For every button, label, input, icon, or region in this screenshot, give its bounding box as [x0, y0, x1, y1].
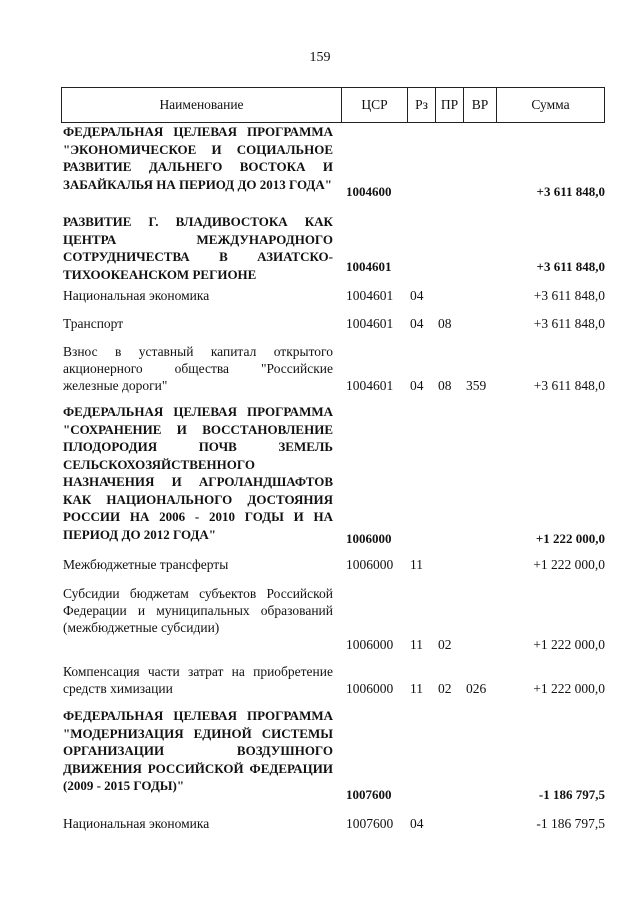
table-row: [61, 315, 605, 332]
row-rz: 11: [410, 557, 423, 572]
row-rz: 04: [410, 816, 424, 831]
row-csr: 1006000: [346, 637, 394, 652]
row-rz: 11: [410, 637, 423, 652]
header-pr: ПР: [435, 88, 463, 122]
row-pr: 02: [438, 637, 452, 652]
row-name: Транспорт: [63, 316, 124, 331]
table-row: [61, 343, 605, 394]
row-csr: 1007600: [346, 787, 392, 802]
table-row: [61, 815, 605, 832]
header-csr: ЦСР: [341, 88, 407, 122]
row-csr: 1004600: [346, 184, 392, 199]
row-csr: 1004601: [346, 259, 392, 274]
row-csr: 1004601: [346, 378, 394, 393]
row-sum: +3 611 848,0: [533, 378, 605, 393]
row-name: ФЕДЕРАЛЬНАЯ ЦЕЛЕВАЯ ПРОГРАММА "ЭКОНОМИЧЕСКОЕ И СОЦИАЛЬНОЕ РАЗВИТИЕ ДАЛЬНЕГО ВОСТОКА И ЗАБАЙКАЛЬЯ НА ПЕРИОД ДО 2013 ГОДА": [63, 124, 333, 192]
row-name: Субсидии бюджетам субъектов Российской Федерации и муниципальных образований (межбюджетные субсидии): [63, 586, 333, 635]
table-row: [61, 213, 605, 282]
row-rz: 04: [410, 288, 424, 303]
row-sum: +3 611 848,0: [536, 259, 605, 274]
row-sum: -1 186 797,5: [536, 816, 605, 831]
row-sum: +1 222 000,0: [533, 557, 605, 572]
table-row: [61, 707, 605, 803]
row-sum: +3 611 848,0: [533, 316, 605, 331]
row-sum: -1 186 797,5: [538, 787, 605, 802]
header-rz: Рз: [407, 88, 435, 122]
row-csr: 1006000: [346, 557, 394, 572]
row-name: Национальная экономика: [63, 288, 210, 303]
row-sum: +3 611 848,0: [536, 184, 605, 199]
row-csr: 1006000: [346, 681, 394, 696]
row-sum: +1 222 000,0: [533, 681, 605, 696]
table-row: [61, 663, 605, 697]
row-csr: 1007600: [346, 816, 394, 831]
row-pr: 02: [438, 681, 452, 696]
row-pr: 08: [438, 316, 452, 331]
row-csr: 1006000: [346, 531, 392, 546]
table-row: [61, 123, 605, 200]
table-row: [61, 585, 605, 653]
row-name: Межбюджетные трансферты: [63, 557, 229, 572]
table-row: [61, 556, 605, 573]
row-sum: +1 222 000,0: [535, 531, 605, 546]
header-vr: ВР: [463, 88, 496, 122]
row-vr: 359: [466, 378, 487, 393]
row-name: ФЕДЕРАЛЬНАЯ ЦЕЛЕВАЯ ПРОГРАММА "СОХРАНЕНИЕ И ВОССТАНОВЛЕНИЕ ПЛОДОРОДИЯ ПОЧВ ЗЕМЕЛЬ СЕЛЬСКОХОЗЯЙСТВЕННОГО НАЗНАЧЕНИЯ И АГРОЛАНДШАФТОВ КАК НАЦИОНАЛЬНОГО ДОСТОЯНИЯ РОССИИ НА 2006 - 2010 ГОДЫ И НА ПЕРИОД ДО 2012 ГОДА": [63, 404, 333, 542]
header-name: Наименование: [159, 97, 244, 112]
row-name: ФЕДЕРАЛЬНАЯ ЦЕЛЕВАЯ ПРОГРАММА "МОДЕРНИЗАЦИЯ ЕДИНОЙ СИСТЕМЫ ОРГАНИЗАЦИИ ВОЗДУШНОГО ДВИЖЕНИЯ РОССИЙСКОЙ ФЕДЕРАЦИИ (2009 - 2015 ГОДЫ)": [63, 708, 333, 793]
header-sum: Сумма: [496, 88, 604, 122]
page-number: 159: [309, 50, 331, 65]
row-name: Взнос в уставный капитал открытого акционерного общества "Российские железные дороги": [63, 344, 333, 393]
row-sum: +3 611 848,0: [533, 288, 605, 303]
row-name: Компенсация части затрат на приобретение средств химизации: [63, 664, 333, 696]
row-name: РАЗВИТИЕ Г. ВЛАДИВОСТОКА КАК ЦЕНТРА МЕЖДУНАРОДНОГО СОТРУДНИЧЕСТВА В АЗИАТСКО-ТИХООКЕАНСКОМ РЕГИОНЕ: [63, 214, 333, 282]
table-row: [61, 287, 605, 304]
row-pr: 08: [438, 378, 452, 393]
table-row: [61, 403, 605, 547]
row-sum: +1 222 000,0: [533, 637, 605, 652]
row-csr: 1004601: [346, 316, 394, 331]
row-name: Национальная экономика: [63, 816, 210, 831]
row-rz: 04: [410, 316, 424, 331]
table-header: [61, 87, 605, 123]
row-rz: 11: [410, 681, 423, 696]
row-rz: 04: [410, 378, 424, 393]
row-vr: 026: [466, 681, 487, 696]
row-csr: 1004601: [346, 288, 394, 303]
